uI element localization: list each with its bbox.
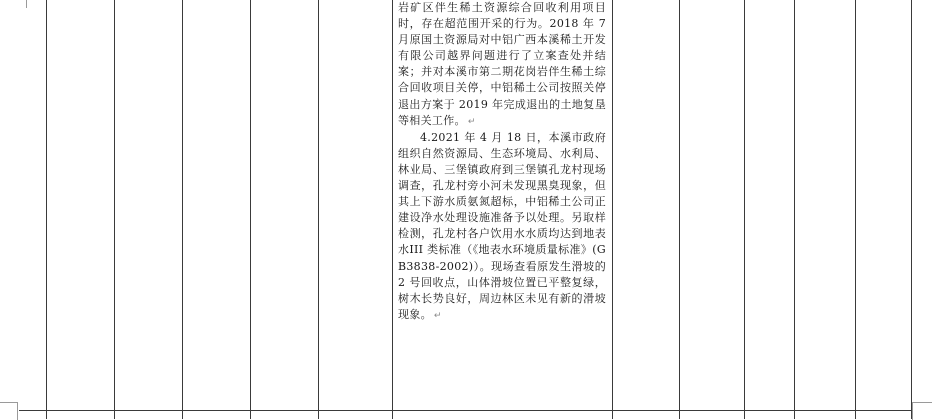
column-rule-10 [794, 0, 795, 419]
column-rule-3 [182, 0, 183, 419]
crop-mark-top-left [18, 0, 27, 8]
paragraph-2 [398, 130, 606, 324]
column-rule-2 [114, 0, 115, 419]
paragraph-mark: ↵ [433, 310, 442, 321]
table-cell-case-description [398, 0, 606, 324]
paragraph-mark: ↵ [467, 116, 476, 127]
column-rule-12 [911, 0, 912, 419]
column-rule-5 [318, 0, 319, 419]
column-rule-11 [855, 0, 856, 419]
column-rule-9 [744, 0, 745, 419]
paragraph-1-text: 岩矿区伴生稀土资源综合回收利用项目时，存在超范围开采的行为。2018 年 7 月原国土资源局对中铝广西本溪稀土开发有限公司越界问题进行了立案查处并结案；并对本溪市第二期花岗岩伴生稀土综合回收项目关停，中铝稀土公司按照关停退出方案于 2019 年完成退出的土地复垦等相关工作。 [398, 1, 606, 127]
paragraph-1 [398, 0, 606, 130]
column-rule-6 [392, 0, 393, 419]
column-rule-1 [46, 0, 47, 419]
table-bottom-rule [19, 410, 912, 411]
paragraph-2-text: 4.2021 年 4 月 18 日，本溪市政府组织自然资源局、生态环境局、水利局、林业局、三堡镇政府到三堡镇孔龙村现场调查，孔龙村旁小河未发现黑臭现象，但其上下游水质氨氮超标，中铝稀土公司正建设净水处理设施准备予以处理。另取样检测，孔龙村各户饮用水水质均达到地表水III 类标准（《地表水环境质量标准》(GB3838-2002)）。现场查看原发生滑坡的 2 号回收点，山体滑坡位置已平整复绿，树木长势良好，周边林区未见有新的滑坡现象。 [398, 130, 606, 321]
crop-mark-bottom-right [912, 402, 932, 420]
column-rule-7 [612, 0, 613, 419]
column-rule-4 [250, 0, 251, 419]
column-rule-8 [679, 0, 680, 419]
crop-mark-bottom-left [0, 402, 18, 420]
